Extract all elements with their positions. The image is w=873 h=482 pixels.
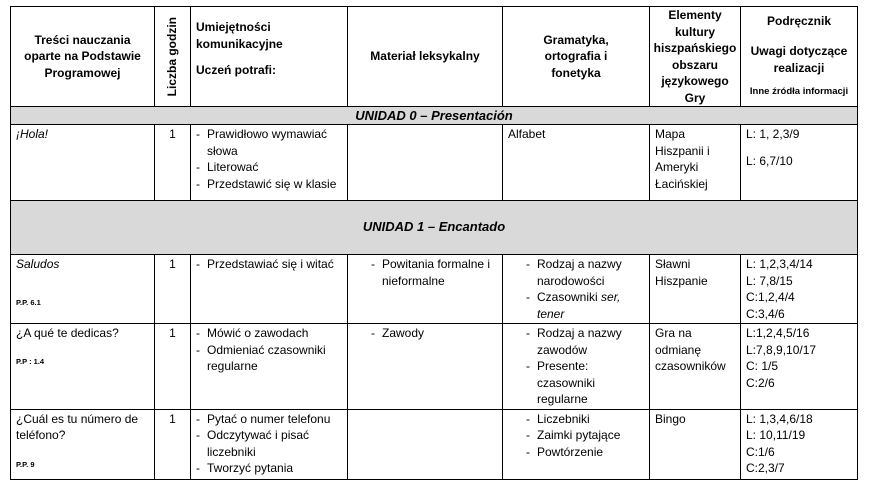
source-line: C: 1/5 (746, 359, 779, 373)
lexical-cell (348, 324, 503, 410)
table-row (11, 255, 858, 324)
skill-item: - Odmieniać czasowniki regularne (196, 342, 342, 375)
header-row (11, 7, 858, 107)
skill-item: - Tworzyć pytania (196, 460, 342, 477)
topic-cell (11, 409, 155, 479)
header-umiejetnosci-label: Umiejętności komunikacyjne (196, 20, 283, 51)
header-liczba-godzin (155, 7, 191, 107)
unit-0-heading-row (11, 107, 858, 125)
skill-item: - Pytać o numer telefonu (196, 411, 342, 428)
hours-cell: 1 (155, 255, 191, 324)
lexical-item: - Powitania formalne i nieformalne (371, 256, 497, 289)
lexical-cell (348, 125, 503, 201)
source-line: C:1,2,4/4 (746, 290, 795, 304)
skills-cell (191, 125, 348, 201)
curriculum-table (10, 6, 858, 480)
header-podrecznik (741, 7, 858, 107)
sources-cell (741, 324, 858, 410)
table-row (11, 409, 858, 479)
grammar-cell: Alfabet (503, 125, 650, 201)
unit-1-heading-row (11, 201, 858, 255)
skill-item: - Prawidłowo wymawiać słowa (196, 126, 342, 159)
grammar-item: - Rodzaj a nazwy zawodów (526, 325, 644, 358)
source-line: L: 1, 2,3/9 (746, 127, 800, 141)
header-uwagi-label: Uwagi dotyczące realizacji (750, 44, 848, 75)
header-inne-label: Inne źródła informacji (749, 86, 849, 97)
skills-cell (191, 255, 348, 324)
header-gramatyka-label: Gramatyka, ortografia i fonetyka (543, 32, 609, 80)
sources-cell (741, 409, 858, 479)
topic-cell (11, 255, 155, 324)
grammar-item-italic: ser, tener (537, 290, 621, 321)
topic-label: Saludos (16, 257, 60, 271)
skills-cell (191, 324, 348, 410)
lexical-cell (348, 255, 503, 324)
header-umiejetnosci (191, 7, 348, 107)
grammar-cell (503, 255, 650, 324)
pp-reference: P.P. 6.1 (16, 297, 41, 307)
skill-item: - Przedstawić się w klasie (196, 176, 342, 193)
header-podrecznik-label: Podręcznik (766, 13, 832, 28)
table-row (11, 125, 858, 201)
source-line: L: 10,11/19 (746, 428, 806, 442)
culture-cell: Gra na odmianę czasowników (650, 324, 741, 410)
skill-item: - Odczytywać i pisać liczebniki (196, 427, 342, 460)
grammar-item: - Rodzaj a nazwy narodowości (526, 256, 644, 289)
grammar-item-text: Czasowniki (537, 290, 598, 304)
grammar-item: - Zaimki pytające (526, 427, 644, 444)
hours-cell: 1 (155, 324, 191, 410)
skill-item: - Literować (196, 159, 342, 176)
sources-cell (741, 125, 858, 201)
grammar-item (526, 289, 644, 322)
grammar-cell (503, 409, 650, 479)
grammar-item: - Liczebniki (526, 411, 644, 428)
source-line: C:1/6 (746, 444, 775, 459)
unit-0-title: UNIDAD 0 – Presentación (11, 107, 858, 125)
source-line: L:7,8,9,10/17 (746, 342, 817, 357)
culture-cell: Sławni Hiszpanie (650, 255, 741, 324)
culture-cell: Bingo (650, 409, 741, 479)
skill-item: - Mówić o zawodach (196, 325, 342, 342)
header-material: Materiał leksykalny (348, 7, 503, 107)
source-line: C:2,3/7 (746, 461, 785, 475)
topic-cell (11, 324, 155, 410)
source-line: C:2/6 (746, 375, 775, 390)
skill-item: - Przedstawiać się i witać (196, 256, 342, 273)
pp-reference: P.P. 9 (16, 459, 35, 469)
skills-cell (191, 409, 348, 479)
topic-label: ¿Cuál es tu número de teléfono? (16, 411, 139, 442)
hours-cell: 1 (155, 125, 191, 201)
unit-1-title: UNIDAD 1 – Encantado (11, 201, 858, 255)
source-line: L: 6,7/10 (746, 153, 793, 168)
culture-cell: Mapa Hiszpanii i Ameryki Łacińskiej (650, 125, 741, 201)
table-row (11, 324, 858, 410)
source-line: L:1,2,4,5/16 (746, 326, 810, 340)
header-tresci: Treści nauczania oparte na Podstawie Programowej (11, 7, 155, 107)
header-liczba-label: Liczba godzin (165, 16, 180, 97)
grammar-item: - Powtórzenie (526, 444, 644, 461)
pp-reference: P.P : 1.4 (16, 356, 45, 366)
lexical-item: - Zawody (371, 325, 497, 342)
header-uczen-potrafi: Uczeń potrafi: (196, 63, 277, 77)
hours-cell: 1 (155, 409, 191, 479)
grammar-item: - Presente: czasowniki regularne (526, 358, 644, 408)
topic-label: ¿A qué te dedicas? (16, 326, 119, 340)
header-gramatyka (503, 7, 650, 107)
source-line: L: 1,2,3,4/14 (746, 257, 813, 271)
header-elementy: Elementy kultury hiszpańskiego obszaru językowego Gry (650, 7, 741, 107)
lexical-cell (348, 409, 503, 479)
grammar-cell (503, 324, 650, 410)
topic-cell: ¡Hola! (11, 125, 155, 201)
source-line: L: 7,8/15 (746, 273, 793, 288)
sources-cell (741, 255, 858, 324)
source-line: L: 1,3,4,6/18 (746, 411, 813, 426)
source-line: C:3,4/6 (746, 306, 785, 321)
